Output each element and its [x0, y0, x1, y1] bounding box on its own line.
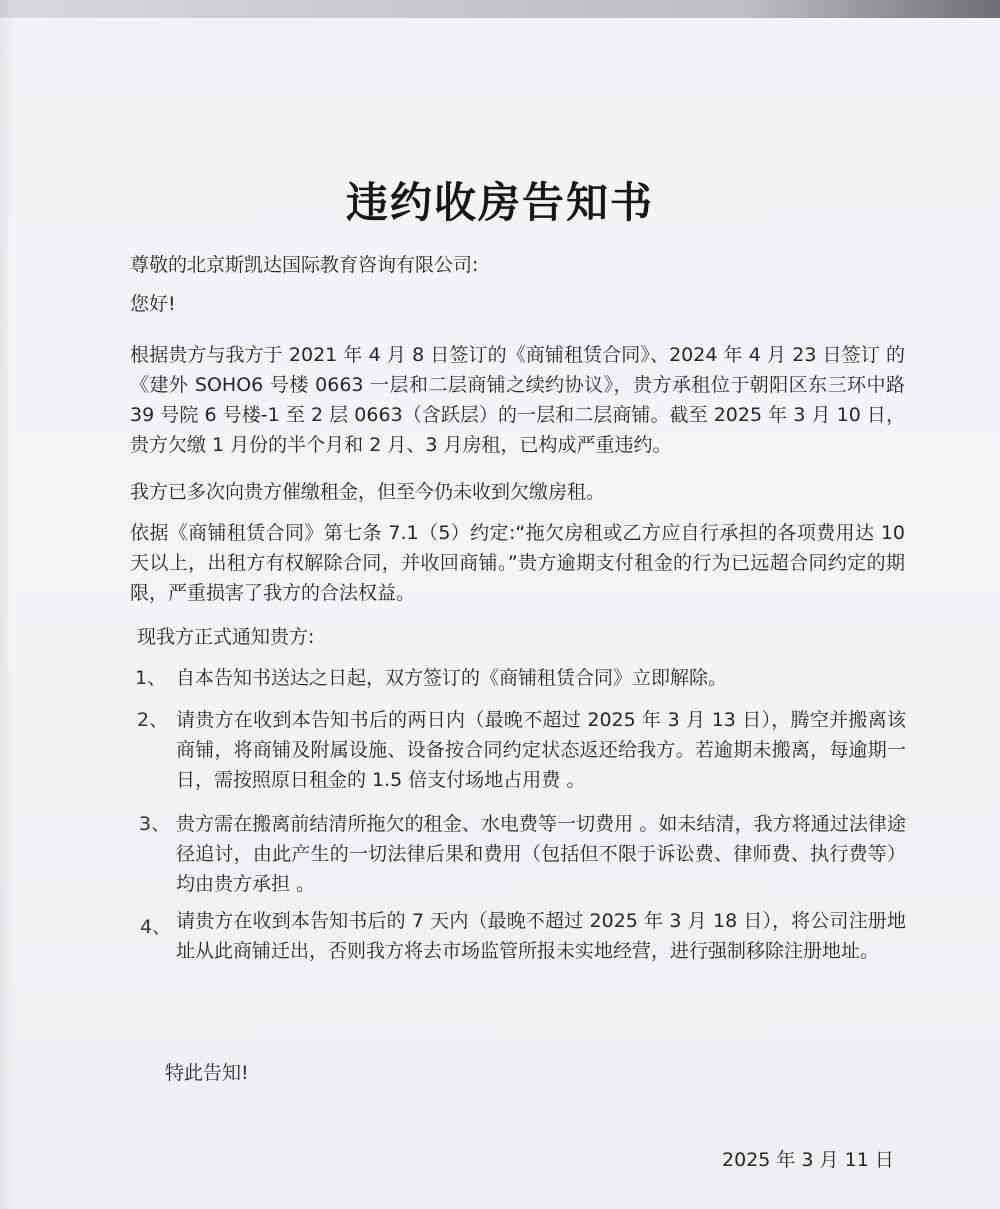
item-number: 3、 [139, 813, 171, 835]
item-number: 2、 [137, 709, 169, 731]
paragraph-contract-clause: 依据《商铺租赁合同》第七条 7.1（5）约定:“拖欠房租或乙方应自行承担的各项费用达 10 天以上，出租方有权解除合同，并收回商铺。”贵方逾期支付租金的行为已远超合同约定的期限，严重损害了我方的合法权益。 [130, 522, 905, 604]
item-text-settle-fees: 贵方需在搬离前结清所拖欠的租金、水电费等一切费用 。如未结清，我方将通过法律途径追讨，由此产生的一切法律后果和费用（包括但不限于诉讼费、律师费、执行费等）均由贵方承担 。 [176, 813, 906, 895]
item-text-termination: 自本告知书送达之日起，双方签订的《商铺租赁合同》立即解除。 [176, 667, 728, 689]
notice-intro: 现我方正式通知贵方: [137, 626, 315, 648]
greeting: 您好! [130, 293, 176, 315]
item-text-vacate: 请贵方在收到本告知书后的两日内（最晚不超过 2025 年 3 月 13 日），腾空并搬离该商铺，将商铺及附属设施、设备按合同约定状态返还给我方。若逾期未搬离，每逾期一日，需按照原日租金的 1.5 倍支付场地占用费 。 [176, 709, 906, 791]
paragraph-rent-reminder: 我方已多次向贵方催缴租金，但至今仍未收到欠缴房租。 [130, 481, 606, 503]
item-number: 4、 [140, 916, 172, 938]
item-number: 1、 [135, 667, 167, 689]
paragraph-contract-background: 根据贵方与我方于 2021 年 4 月 8 日签订的《商铺租赁合同》、2024 年 4 月 23 日签订 的《建外 SOHO6 号楼 0663 一层和二层商铺之续约协议》，贵方承租位于朝阳区东三环中路 39 号院 6 号楼-1 至 2 层 0663（含跃层）的一层和二层商铺。截至 2025 年 3 月 10 日，贵方欠缴 1 月份的半个月和 2 月、3 月房租，已构成严重违约。 [130, 344, 905, 456]
document-title: 违约收房告知书 [345, 178, 654, 227]
salutation: 尊敬的北京斯凯达国际教育咨询有限公司: [130, 254, 479, 276]
paper-top-edge [0, 0, 1000, 18]
notice-date: 2025 年 3 月 11 日 [722, 1149, 894, 1171]
item-text-registered-address: 请贵方在收到本告知书后的 7 天内（最晚不超过 2025 年 3 月 18 日），将公司注册地址从此商铺迁出，否则我方将去市场监管所报未实地经营，进行强制移除注册地址。 [176, 910, 906, 962]
closing: 特此告知! [165, 1062, 249, 1084]
